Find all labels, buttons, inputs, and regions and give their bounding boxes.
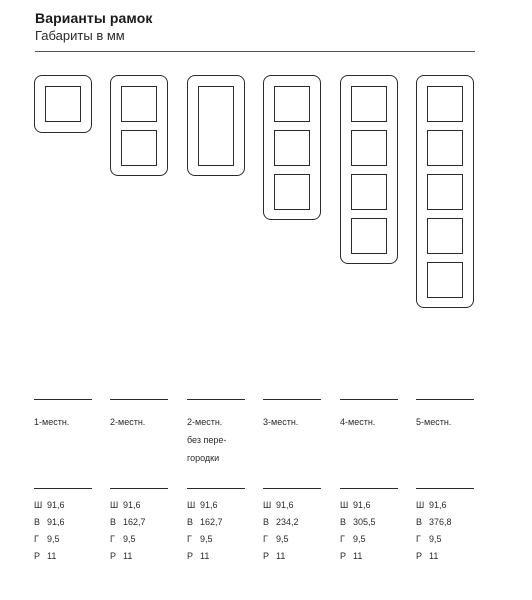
- frame-column-6: [416, 399, 474, 561]
- frame-5-place-drawing: [416, 75, 474, 308]
- frame-specs: [416, 497, 452, 565]
- frame-cell: [274, 86, 310, 122]
- frame-cell: [351, 86, 387, 122]
- frame-2-place-no-divider-drawing: [187, 75, 245, 176]
- column-divider: [416, 399, 474, 400]
- spec-width: Ш 91,6: [34, 500, 65, 510]
- page-title: Варианты рамок: [35, 10, 153, 26]
- frame-name-line: 3-местн.: [263, 417, 299, 427]
- frame-name: [263, 413, 321, 431]
- column-divider: [110, 399, 168, 400]
- spec-height: В 91,6: [34, 517, 65, 527]
- frame-name-line: 2-местн.: [110, 417, 146, 427]
- frame-1-place-drawing: [34, 75, 92, 133]
- spec-radius: Р 11: [34, 551, 57, 561]
- spec-width: Ш 91,6: [263, 500, 294, 510]
- frame-cell: [427, 218, 463, 254]
- frame-column-1: [34, 399, 92, 561]
- frame-cell: [427, 86, 463, 122]
- frame-column-3: [187, 399, 245, 561]
- frame-name: [34, 413, 92, 431]
- spec-height: В 305,5: [340, 517, 376, 527]
- spec-width: Ш 91,6: [340, 500, 371, 510]
- frame-3-place-drawing: [263, 75, 321, 220]
- frame-specs: [340, 497, 376, 565]
- spec-radius: Р 11: [263, 551, 286, 561]
- spec-height: В 162,7: [187, 517, 223, 527]
- frame-cell-wide: [198, 86, 234, 166]
- column-divider: [263, 399, 321, 400]
- header-divider: [35, 51, 475, 52]
- frame-name: [340, 413, 398, 431]
- spec-radius: Р 11: [416, 551, 439, 561]
- frame-name: [187, 413, 245, 467]
- frame-name-line: 2-местн.: [187, 417, 223, 427]
- frame-specs: [263, 497, 299, 565]
- page-subtitle: Габариты в мм: [35, 28, 125, 43]
- frame-cell: [274, 174, 310, 210]
- frame-cell: [274, 130, 310, 166]
- frame-2-place-drawing: [110, 75, 168, 176]
- spec-height: В 376,8: [416, 517, 452, 527]
- spec-depth: Г 9,5: [263, 534, 289, 544]
- spec-depth: Г 9,5: [187, 534, 213, 544]
- spec-radius: Р 11: [340, 551, 363, 561]
- column-divider: [187, 399, 245, 400]
- frame-name: [416, 413, 474, 431]
- frame-4-place-drawing: [340, 75, 398, 264]
- frame-name-line: 4-местн.: [340, 417, 376, 427]
- spec-depth: Г 9,5: [34, 534, 60, 544]
- spec-width: Ш 91,6: [416, 500, 447, 510]
- specs-divider: [34, 488, 92, 489]
- frame-cell: [351, 218, 387, 254]
- frame-name-line: без пере-: [187, 435, 227, 445]
- frame-cell: [427, 130, 463, 166]
- spec-depth: Г 9,5: [110, 534, 136, 544]
- frame-column-4: [263, 399, 321, 561]
- frame-name-line: 5-местн.: [416, 417, 452, 427]
- frame-cell: [121, 130, 157, 166]
- frame-cell: [45, 86, 81, 122]
- frame-specs: [110, 497, 146, 565]
- frame-specs: [187, 497, 223, 565]
- spec-radius: Р 11: [110, 551, 133, 561]
- column-divider: [340, 399, 398, 400]
- specs-divider: [110, 488, 168, 489]
- spec-depth: Г 9,5: [416, 534, 442, 544]
- spec-radius: Р 11: [187, 551, 210, 561]
- frame-column-2: [110, 399, 168, 561]
- spec-width: Ш 91,6: [187, 500, 218, 510]
- column-divider: [34, 399, 92, 400]
- frame-cell: [427, 174, 463, 210]
- frame-name: [110, 413, 168, 431]
- specs-divider: [340, 488, 398, 489]
- spec-width: Ш 91,6: [110, 500, 141, 510]
- frame-cell: [427, 262, 463, 298]
- frame-cell: [351, 174, 387, 210]
- specs-divider: [263, 488, 321, 489]
- frame-cell: [121, 86, 157, 122]
- spec-height: В 234,2: [263, 517, 299, 527]
- frame-name-line: городки: [187, 453, 220, 463]
- spec-depth: Г 9,5: [340, 534, 366, 544]
- frame-specs: [34, 497, 65, 565]
- specs-divider: [187, 488, 245, 489]
- frame-column-5: [340, 399, 398, 561]
- spec-height: В 162,7: [110, 517, 146, 527]
- frame-cell: [351, 130, 387, 166]
- specs-divider: [416, 488, 474, 489]
- frame-name-line: 1-местн.: [34, 417, 70, 427]
